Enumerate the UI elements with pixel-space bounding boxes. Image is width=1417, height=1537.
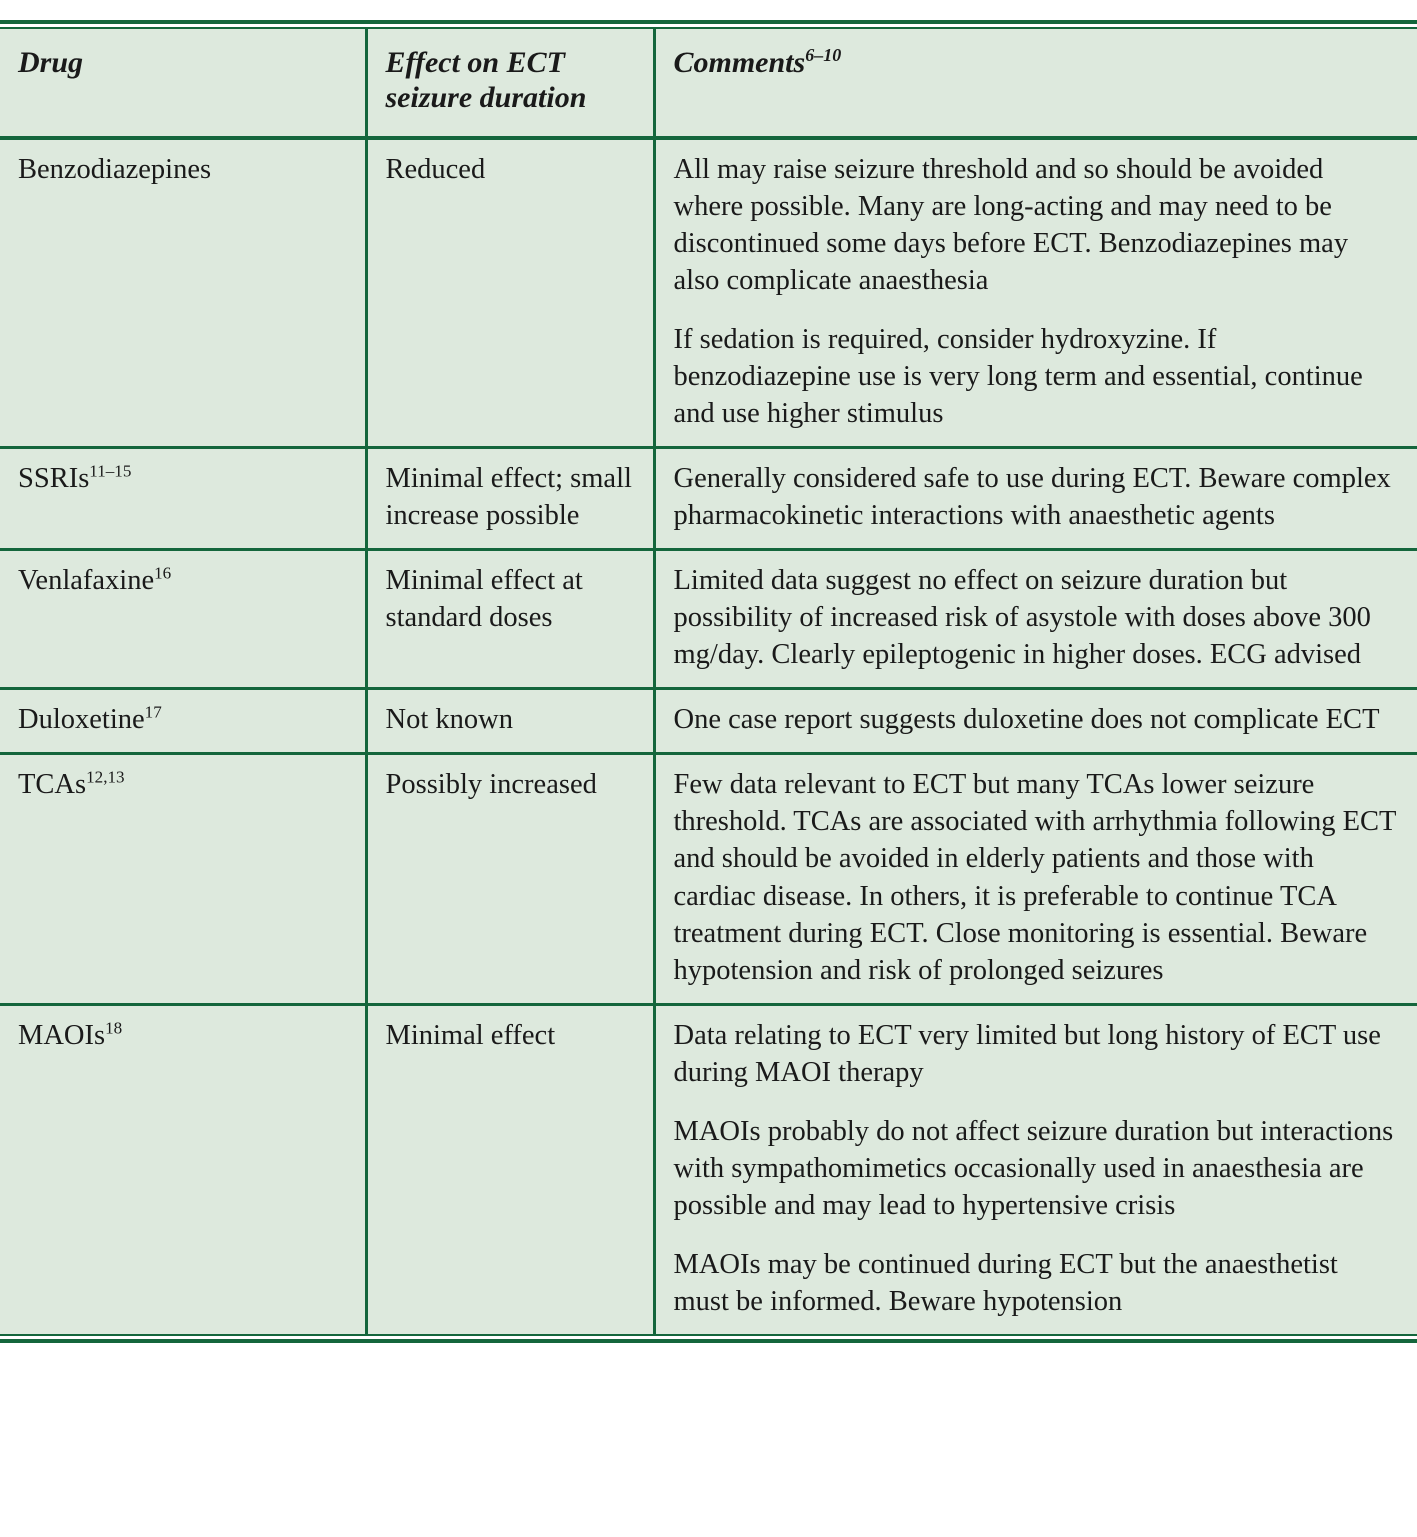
effect-text: Possibly increased: [385, 769, 597, 801]
cell-drug: [0, 754, 366, 1004]
column-header-effect-label-line2: seizure duration: [385, 81, 587, 115]
comment-paragraph: All may raise seizure threshold and so should be avoided where possible. Many are long-acting and may need to be discontinued some days before ECT. Benzodiazepines may also complicate anaesthesia: [673, 153, 1349, 296]
cell-drug: [0, 448, 366, 550]
table-row: [0, 138, 1417, 448]
cell-comments: [654, 1004, 1417, 1334]
table-row: [0, 550, 1417, 689]
header-row: [0, 29, 1417, 138]
drug-name: MAOIs: [18, 1019, 106, 1051]
table-header: [0, 29, 1417, 138]
effect-text: Not known: [385, 704, 513, 736]
drug-name: Benzodiazepines: [18, 153, 212, 185]
drug-reference-superscript: 12,13: [86, 767, 125, 787]
cell-effect: [366, 138, 654, 448]
drug-ect-interaction-table: [0, 29, 1417, 1334]
cell-drug: [0, 1004, 366, 1334]
comment-paragraph: One case report suggests duloxetine does not complicate ECT: [673, 704, 1380, 736]
column-header-comments: [654, 29, 1417, 138]
cell-effect: [366, 754, 654, 1004]
drug-reference-superscript: 17: [144, 702, 162, 722]
table-row: [0, 754, 1417, 1004]
comment-paragraph: Data relating to ECT very limited but long history of ECT use during MAOI therapy: [673, 1019, 1381, 1088]
cell-comments: [654, 138, 1417, 448]
cell-comments: [654, 550, 1417, 689]
drug-name: SSRIs: [18, 463, 90, 495]
cell-drug: [0, 689, 366, 754]
effect-text: Minimal effect: [385, 1019, 556, 1051]
table-row: [0, 1004, 1417, 1334]
cell-comments: [654, 448, 1417, 550]
drug-reference-superscript: 11–15: [89, 461, 132, 481]
table-body: [0, 138, 1417, 1334]
comment-paragraph: If sedation is required, consider hydroxyzine. If benzodiazepine use is very long term and essential, continue and use higher stimulus: [673, 323, 1363, 430]
column-header-drug: [0, 29, 366, 138]
column-header-effect: [366, 29, 654, 138]
column-header-drug-label: Drug: [18, 46, 84, 79]
effect-text: Minimal effect; small increase possible: [385, 463, 632, 532]
effect-text: Reduced: [385, 153, 486, 185]
drug-name: TCAs: [18, 769, 87, 801]
comment-paragraph: MAOIs may be continued during ECT but the anaesthetist must be informed. Beware hypotension: [673, 1248, 1338, 1317]
column-header-effect-label-line1: Effect on ECT: [385, 46, 565, 79]
effect-text: Minimal effect at standard doses: [385, 565, 583, 634]
cell-effect: [366, 448, 654, 550]
comment-paragraph: Limited data suggest no effect on seizure duration but possibility of increased risk of asystole with doses above 300 mg/day. Clearly epileptogenic in higher doses. ECG advised: [673, 565, 1371, 671]
drug-reference-superscript: 16: [154, 563, 172, 583]
drug-name: Duloxetine: [18, 704, 145, 736]
column-header-comments-superscript: 6–10: [805, 45, 842, 65]
cell-effect: [366, 1004, 654, 1334]
drug-reference-superscript: 18: [105, 1018, 123, 1038]
cell-effect: [366, 689, 654, 754]
column-header-comments-label: Comments: [673, 46, 806, 79]
cell-drug: [0, 550, 366, 689]
comment-paragraph: Few data relevant to ECT but many TCAs lower seizure threshold. TCAs are associated with arrhythmia following ECT and should be avoided in elderly patients and those with cardiac disease. In others, it is preferable to continue TCA treatment during ECT. Close monitoring is essential. Beware hypotension and risk of prolonged seizures: [673, 769, 1396, 986]
cell-effect: [366, 550, 654, 689]
comment-paragraph: Generally considered safe to use during ECT. Beware complex pharmacokinetic interactions with anaesthetic agents: [673, 463, 1391, 532]
comment-paragraph: MAOIs probably do not affect seizure duration but interactions with sympathomimetics occasionally used in anaesthesia are possible and may lead to hypertensive crisis: [673, 1115, 1394, 1221]
cell-comments: [654, 754, 1417, 1004]
table-row: [0, 689, 1417, 754]
drug-name: Venlafaxine: [18, 565, 155, 597]
cell-comments: [654, 689, 1417, 754]
page-top-margin: [0, 0, 1417, 20]
table-row: [0, 448, 1417, 550]
cell-drug: [0, 138, 366, 448]
table-bottom-rule-thick: [0, 1339, 1417, 1343]
